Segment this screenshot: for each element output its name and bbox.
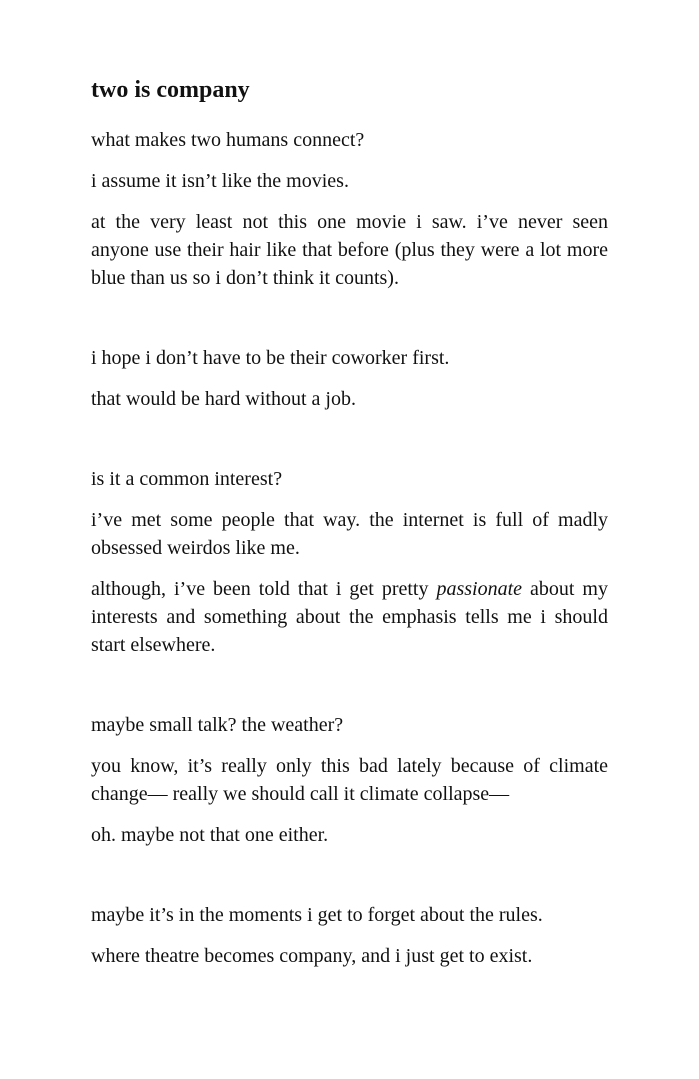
paragraph-6: is it a common interest? bbox=[91, 468, 283, 490]
paragraph-3: at the very least not this one movie i saw. i’ve never seen anyone use their hair like that before (plus they were a lot more blue than us so i don’t think it counts). bbox=[91, 211, 608, 289]
page-title: two is company bbox=[91, 77, 250, 103]
paragraph-2: i assume it isn’t like the movies. bbox=[91, 170, 349, 192]
paragraph-4: i hope i don’t have to be their coworker first. bbox=[91, 347, 450, 369]
paragraph-11: oh. maybe not that one either. bbox=[91, 824, 329, 846]
paragraph-5: that would be hard without a job. bbox=[91, 388, 356, 410]
paragraph-8-emphasis: passionate bbox=[436, 578, 523, 600]
paragraph-10: you know, it’s really only this bad lately because of climate change— really we should call it climate collapse— bbox=[91, 755, 608, 805]
paragraph-8-before: although, i’ve been told that i get pretty bbox=[91, 578, 437, 600]
paragraph-8-after: about my interests and something about the emphasis tells me i should start elsewhere. bbox=[91, 578, 608, 656]
paragraph-1: what makes two humans connect? bbox=[91, 129, 365, 151]
paragraph-7: i’ve met some people that way. the internet is full of madly obsessed weirdos like me. bbox=[91, 509, 608, 559]
paragraph-13: where theatre becomes company, and i just get to exist. bbox=[91, 945, 533, 967]
paragraph-12: maybe it’s in the moments i get to forget about the rules. bbox=[91, 904, 543, 926]
paragraph-8 bbox=[91, 575, 608, 659]
paragraph-9: maybe small talk? the weather? bbox=[91, 714, 344, 736]
document-page bbox=[91, 72, 608, 983]
